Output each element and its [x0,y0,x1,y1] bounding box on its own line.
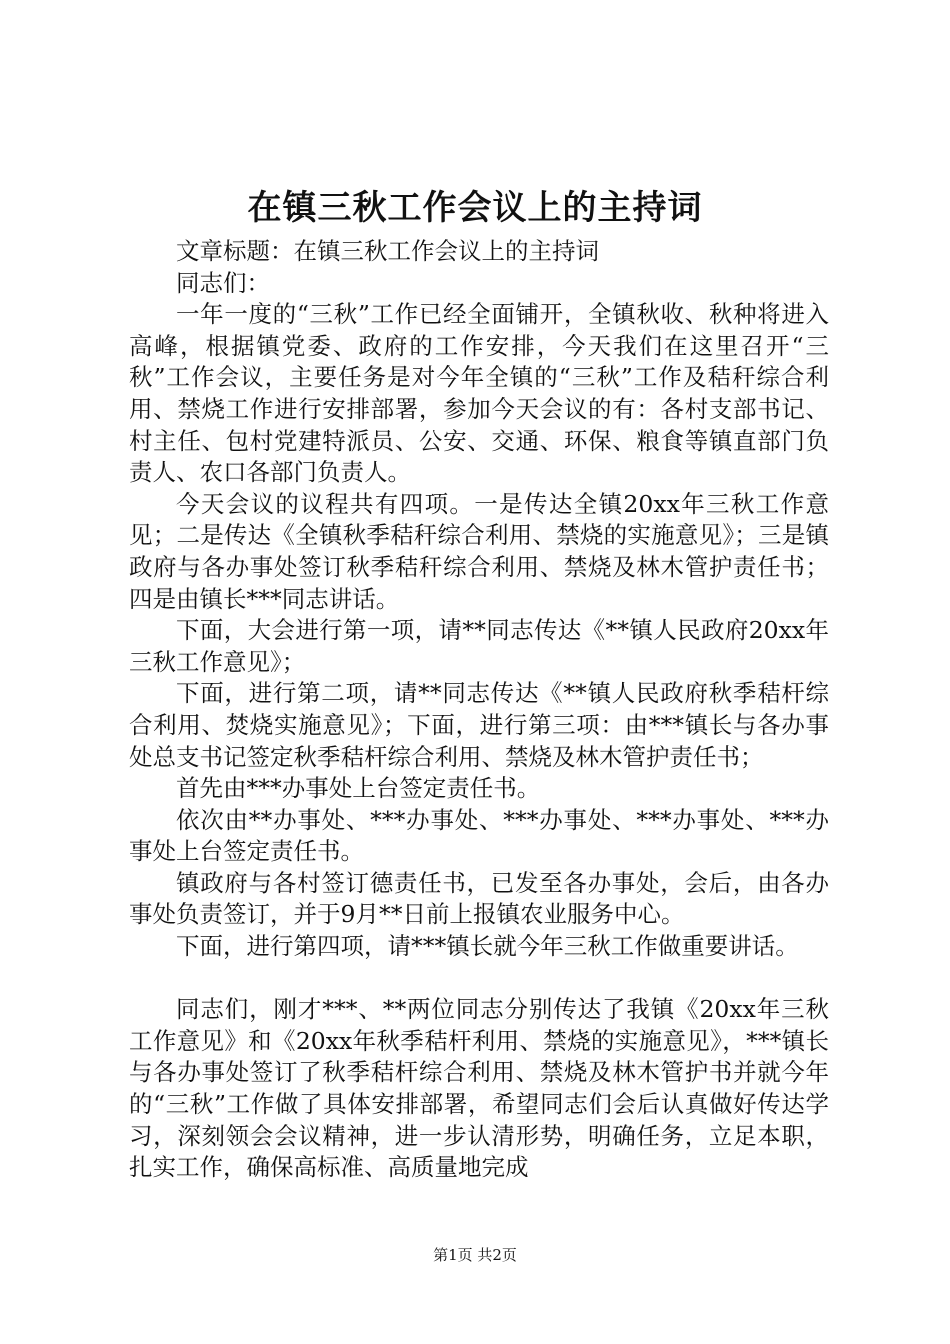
paragraph: 今天会议的议程共有四项。一是传达全镇20xx年三秋工作意见；二是传达《全镇秋季秸秆综合利用、禁烧的实施意见》；三是镇政府与各办事处签订秋季秸秆综合利用、禁烧及林木管护责任书；四是由镇长***同志讲话。 [129,489,829,613]
paragraph-salutation: 同志们： [176,268,270,297]
paragraph-article-title: 文章标题：在镇三秋工作会议上的主持词 [176,237,599,265]
document-body [129,236,829,1184]
paragraph: 下面，大会进行第一项，请**同志传达《**镇人民政府20xx年三秋工作意见》； [129,616,829,676]
page-title: 在镇三秋工作会议上的主持词 [247,188,703,228]
blank-line [129,963,829,995]
paragraph: 首先由***办事处上台签定责任书。 [176,774,541,803]
paragraph: 依次由**办事处、***办事处、***办事处、***办事处、***办事处上台签定责任书。 [129,805,829,866]
paragraph: 镇政府与各村签订德责任书，已发至各办事处，会后，由各办事处负责签订，并于9月**日前上报镇农业服务中心。 [129,868,829,929]
paragraph: 下面，进行第四项，请***镇长就今年三秋工作做重要讲话。 [176,932,799,961]
paragraph: 同志们，刚才***、**两位同志分别传达了我镇《20xx年三秋工作意见》和《20xx年秋季秸杆利用、禁烧的实施意见》，***镇长与各办事处签订了秋季秸杆综合利用、禁烧及林木管护书并就今年的“三秋”工作做了具体安排部署，希望同志们会后认真做好传达学习，深刻领会会议精神，进一步认清形势，明确任务，立足本职，扎实工作，确保高标准、高质量地完成 [129,995,829,1182]
paragraph: 下面，进行第二项，请**同志传达《**镇人民政府秋季秸杆综合利用、焚烧实施意见》；下面，进行第三项：由***镇长与各办事处总支书记签定秋季秸杆综合利用、禁烧及林木管护责任书； [129,679,829,771]
paragraph: 一年一度的“三秋”工作已经全面铺开，全镇秋收、秋种将进入高峰，根据镇党委、政府的工作安排，今天我们在这里召开“三秋”工作会议，主要任务是对今年全镇的“三秋”工作及秸秆综合利用、禁烧工作进行安排部署，参加今天会议的有：各村支部书记、村主任、包村党建特派员、公安、交通、环保、粮食等镇直部门负责人、农口各部门负责人。 [129,300,829,487]
page-number: 第1页 共2页 [433,1246,517,1264]
